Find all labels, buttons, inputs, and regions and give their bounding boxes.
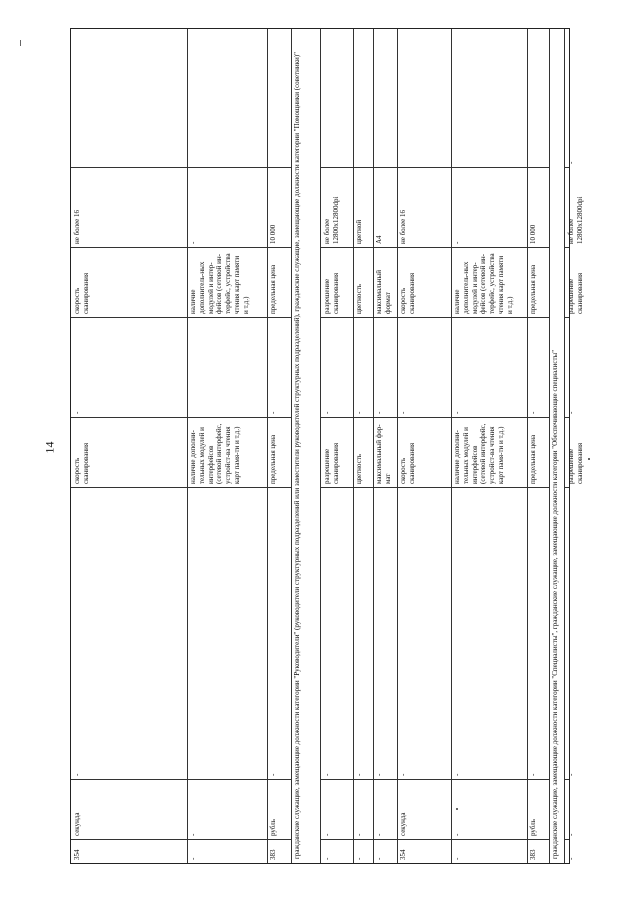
value-cell xyxy=(187,487,267,779)
value-cell xyxy=(353,29,373,167)
characteristic-cell: разрешение сканирования xyxy=(565,417,569,487)
value-cell: - xyxy=(565,317,569,417)
value-cell xyxy=(267,29,291,167)
page-number: 14 xyxy=(42,441,57,454)
value-cell xyxy=(451,29,527,167)
value-cell: 10 000 xyxy=(527,167,549,247)
value-cell: - xyxy=(451,317,527,417)
value-cell: - xyxy=(267,317,291,417)
value-cell: - xyxy=(71,317,187,417)
value-cell xyxy=(527,29,549,167)
code-cell: - xyxy=(321,839,353,863)
value-cell: - xyxy=(353,317,373,417)
table-row xyxy=(527,29,550,863)
characteristic-cell: предельная цена xyxy=(527,417,549,487)
value-cell: 10 000 xyxy=(267,167,291,247)
characteristic-cell: разрешение сканирования xyxy=(321,417,353,487)
value-cell: - xyxy=(321,317,353,417)
characteristic-cell: наличие дополнитель-ных модулей и интер-фейсов (сетевой ин-терфейс, устройства чтения карт памяти и т.д.) xyxy=(187,247,267,317)
unit-cell: - xyxy=(451,779,527,839)
value-cell: - xyxy=(187,167,267,247)
characteristic-cell: предельная цена xyxy=(267,247,291,317)
characteristic-cell: цветность xyxy=(353,417,373,487)
characteristic-cell: скорость сканирования xyxy=(397,247,451,317)
code-cell: - xyxy=(373,839,397,863)
value-cell: цветной xyxy=(353,167,373,247)
characteristic-cell: наличие дополни-тельных модулей и интерфейсов (сетевой интерфейс, устройст-ва чтения карт памя-ти и т.д.) xyxy=(451,417,527,487)
value-cell: - xyxy=(267,487,291,779)
characteristic-cell: скорость сканирования xyxy=(71,247,187,317)
characteristic-cell: максимальный фор-мат xyxy=(373,417,397,487)
value-cell xyxy=(321,29,353,167)
value-cell: не более 12800х12800dpi xyxy=(321,167,353,247)
value-cell: - xyxy=(397,317,451,417)
value-cell: - xyxy=(451,167,527,247)
unit-cell: секунда xyxy=(71,779,187,839)
value-cell: - xyxy=(71,487,187,779)
unit-cell: - xyxy=(353,779,373,839)
unit-cell: - xyxy=(321,779,353,839)
characteristic-cell: цветность xyxy=(353,247,373,317)
code-cell: 354 xyxy=(71,839,187,863)
value-cell: не более 12800х12800dpi xyxy=(565,167,569,247)
table-row xyxy=(373,29,398,863)
value-cell: - xyxy=(397,487,451,779)
value-cell: - xyxy=(451,487,527,779)
value-cell: - xyxy=(527,317,549,417)
table-row xyxy=(321,29,354,863)
unit-cell: - xyxy=(187,779,267,839)
table-row xyxy=(187,29,268,863)
value-cell: - xyxy=(321,487,353,779)
value-cell: не более 16 xyxy=(397,167,451,247)
value-cell: - xyxy=(527,487,549,779)
characteristic-cell: наличие дополнитель-ных модулей и интер-фейсов (сетевой ин-терфейс, устройства чтения карт памяти и т.д.) xyxy=(451,247,527,317)
code-cell: 383 xyxy=(267,839,291,863)
characteristic-cell: предельная цена xyxy=(267,417,291,487)
specification-table xyxy=(70,28,584,864)
table-row xyxy=(267,29,292,863)
characteristic-cell: скорость сканирования xyxy=(397,417,451,487)
value-cell xyxy=(71,29,187,167)
value-cell: - xyxy=(353,487,373,779)
characteristic-cell: максимальный формат xyxy=(373,247,397,317)
characteristic-cell: наличие дополни-тельных модулей и интерфейсов (сетевой интерфейс, устройст-ва чтения карт памя-ти и т.д.) xyxy=(187,417,267,487)
value-cell xyxy=(187,29,267,167)
value-cell: - xyxy=(373,317,397,417)
value-cell xyxy=(187,317,267,417)
unit-cell: - xyxy=(373,779,397,839)
scan-speck xyxy=(588,458,590,460)
table-row xyxy=(353,29,374,863)
characteristic-cell: скорость сканирования xyxy=(71,417,187,487)
table-row xyxy=(451,29,528,863)
value-cell xyxy=(373,29,397,167)
code-cell: - xyxy=(187,839,267,863)
unit-cell: рубль xyxy=(267,779,291,839)
value-cell: - xyxy=(567,161,575,164)
table-row xyxy=(565,29,584,863)
code-cell: 383 xyxy=(527,839,549,863)
section-header: гражданские служащие, замещающие должности категории "Специалисты", гражданские служащие, замещающие должности категории "Обеспечивающие специалисты" xyxy=(549,29,565,863)
characteristic-cell: разрешение сканирования xyxy=(565,247,569,317)
code-cell: - xyxy=(565,839,569,863)
value-cell: - xyxy=(373,487,397,779)
value-cell: А4 xyxy=(373,167,397,247)
table-row xyxy=(71,29,188,863)
characteristic-cell: предельная цена xyxy=(527,247,549,317)
unit-cell: секунда xyxy=(397,779,451,839)
value-cell xyxy=(397,29,451,167)
code-cell: - xyxy=(451,839,527,863)
code-cell: - xyxy=(353,839,373,863)
scan-speck xyxy=(456,808,458,810)
section-header: гражданские служащие, замещающие должности категории "Руководители" (руководители структурных подразделений или заместители руководителей структурных подразделений), гражданские служащие, замещающие должности категории "Помощники (советники)" xyxy=(291,29,321,863)
unit-cell: рубль xyxy=(527,779,549,839)
unit-cell: - xyxy=(565,779,569,839)
table-row xyxy=(397,29,452,863)
characteristic-cell: разрешение сканирования xyxy=(321,247,353,317)
value-cell: - xyxy=(565,487,569,779)
value-cell: не более 16 xyxy=(71,167,187,247)
scan-speck xyxy=(20,40,21,46)
code-cell: 354 xyxy=(397,839,451,863)
